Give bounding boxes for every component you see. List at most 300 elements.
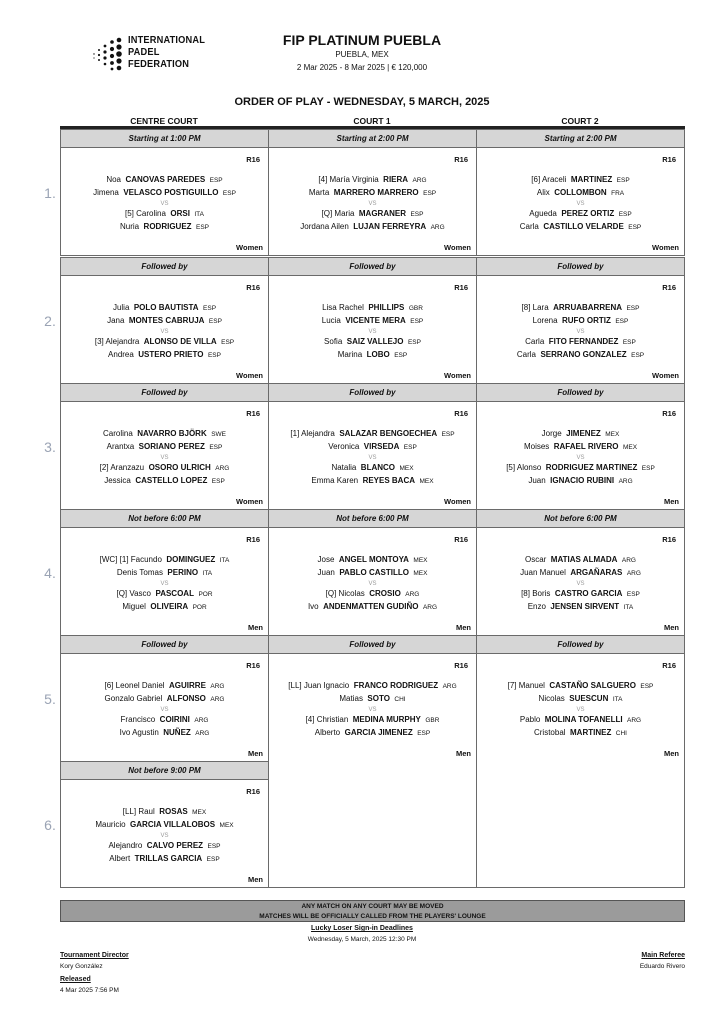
- player-line: [477, 680, 684, 693]
- row-number: 3.: [44, 439, 56, 455]
- vs-label: VS: [160, 581, 169, 587]
- player-nationality: ESP: [640, 683, 654, 690]
- players-block: [269, 680, 476, 740]
- event-gender: Women: [236, 497, 263, 506]
- player-nationality: ESP: [618, 211, 632, 218]
- player-line: [61, 806, 268, 819]
- start-time-banner: Starting at 1:00 PM: [61, 130, 268, 148]
- event-gender: Women: [444, 497, 471, 506]
- court-header-court-1: COURT 1: [353, 116, 391, 126]
- players-block: [477, 428, 684, 488]
- player-first-name: Jordana Ailen: [300, 222, 349, 231]
- match-cell: [60, 383, 269, 510]
- player-first-name: Sofia: [324, 337, 343, 346]
- player-first-name: Natalia: [331, 463, 357, 472]
- player-nationality: ARG: [627, 717, 642, 724]
- player-surname: COLLOMBON: [554, 188, 607, 197]
- player-nationality: ESP: [394, 352, 408, 359]
- player-surname: SOTO: [367, 694, 390, 703]
- player-first-name: Emma Karen: [311, 476, 359, 485]
- player-nationality: ARG: [430, 224, 445, 231]
- start-time-banner: Followed by: [269, 258, 476, 276]
- player-first-name: Juan: [317, 568, 335, 577]
- released-label: Released: [60, 976, 91, 983]
- match-cell: [476, 383, 685, 510]
- player-nationality: ESP: [616, 177, 630, 184]
- player-surname: FRANCO RODRIGUEZ: [353, 681, 439, 690]
- logo-line: INTERNATIONAL: [128, 34, 206, 46]
- start-time-banner: Followed by: [61, 636, 268, 654]
- start-time-banner: Followed by: [477, 258, 684, 276]
- player-first-name: Lisa Rachel: [322, 303, 364, 312]
- player-first-name: Carla: [516, 350, 536, 359]
- player-nationality: MEX: [192, 809, 207, 816]
- player-first-name: [WC] [1] Facundo: [99, 555, 162, 564]
- vs-label: VS: [368, 455, 377, 461]
- notice-line-2: MATCHES WILL BE OFFICIALLY CALLED FROM THE PLAYERS' LOUNGE: [259, 913, 486, 920]
- player-nationality: ESP: [196, 224, 210, 231]
- round-label: R16: [246, 409, 260, 418]
- player-line: [61, 727, 268, 740]
- vs-label: VS: [368, 201, 377, 207]
- player-first-name: [4] Christian: [305, 715, 349, 724]
- player-surname: OLIVEIRA: [150, 602, 189, 611]
- event-gender: Women: [652, 243, 679, 252]
- player-nationality: ESP: [403, 444, 417, 451]
- players-block: [269, 428, 476, 488]
- vs-label: VS: [576, 455, 585, 461]
- player-surname: MARRERO MARRERO: [333, 188, 419, 197]
- player-line: [61, 349, 268, 362]
- players-block: [269, 174, 476, 234]
- player-first-name: Gonzalo Gabriel: [104, 694, 163, 703]
- event-gender: Women: [236, 243, 263, 252]
- player-nationality: GBR: [408, 305, 423, 312]
- start-time-banner: Starting at 2:00 PM: [269, 130, 476, 148]
- player-line: [477, 315, 684, 328]
- player-line: [269, 441, 476, 454]
- event-gender: Men: [248, 749, 263, 758]
- player-line: [61, 714, 268, 727]
- player-line: [61, 174, 268, 187]
- player-nationality: ESP: [410, 318, 424, 325]
- player-surname: PASCOAL: [155, 589, 194, 598]
- player-line: [61, 693, 268, 706]
- player-surname: BLANCO: [360, 463, 396, 472]
- player-line: [61, 336, 268, 349]
- player-first-name: Ivo: [307, 602, 319, 611]
- player-nationality: ITA: [623, 604, 634, 611]
- player-surname: USTERO PRIETO: [138, 350, 204, 359]
- order-of-play-title: ORDER OF PLAY - WEDNESDAY, 5 MARCH, 2025: [234, 96, 490, 108]
- player-line: [477, 349, 684, 362]
- player-surname: CANOVAS PAREDES: [125, 175, 206, 184]
- player-line: [61, 208, 268, 221]
- player-surname: SERRANO GONZALEZ: [540, 350, 627, 359]
- players-block: [61, 428, 268, 488]
- round-label: R16: [454, 661, 468, 670]
- player-first-name: [5] Carolina: [124, 209, 166, 218]
- player-line: [61, 588, 268, 601]
- players-block: [61, 174, 268, 234]
- player-surname: RODRIGUEZ: [143, 222, 192, 231]
- player-line: [477, 475, 684, 488]
- player-nationality: MEX: [413, 570, 428, 577]
- player-surname: PEREZ ORTIZ: [561, 209, 615, 218]
- player-line: [477, 554, 684, 567]
- player-surname: ARGAÑARAS: [570, 568, 623, 577]
- event-gender: Women: [444, 371, 471, 380]
- vs-label: VS: [160, 833, 169, 839]
- player-first-name: Carolina: [103, 429, 133, 438]
- player-nationality: CHI: [394, 696, 406, 703]
- player-first-name: Arantxa: [106, 442, 135, 451]
- player-first-name: Marta: [308, 188, 330, 197]
- player-line: [269, 221, 476, 234]
- player-surname: DOMINGUEZ: [166, 555, 216, 564]
- player-line: [269, 693, 476, 706]
- start-time-banner: Not before 6:00 PM: [269, 510, 476, 528]
- vs-label: VS: [576, 201, 585, 207]
- player-surname: MOLINA TOFANELLI: [544, 715, 623, 724]
- player-nationality: MEX: [419, 478, 434, 485]
- player-nationality: ITA: [612, 696, 623, 703]
- match-cell: [268, 509, 477, 636]
- player-surname: SORIANO PEREZ: [138, 442, 205, 451]
- match-cell: [60, 257, 269, 384]
- vs-label: VS: [368, 581, 377, 587]
- lucky-loser-date: Wednesday, 5 March, 2025 12:30 PM: [307, 936, 417, 943]
- player-surname: NAVARRO BJÖRK: [137, 429, 207, 438]
- director-name: Kory González: [60, 963, 103, 970]
- player-first-name: [5] Alonso: [506, 463, 542, 472]
- match-cell: [268, 635, 477, 762]
- player-nationality: MEX: [622, 444, 638, 451]
- round-label: R16: [662, 155, 676, 164]
- player-first-name: Jana: [107, 316, 125, 325]
- player-nationality: ESP: [626, 591, 640, 598]
- player-line: [269, 567, 476, 580]
- player-surname: ALONSO DE VILLA: [143, 337, 217, 346]
- player-line: [61, 221, 268, 234]
- player-nationality: ESP: [628, 224, 642, 231]
- player-line: [61, 567, 268, 580]
- player-nationality: ESP: [622, 339, 636, 346]
- event-gender: Men: [248, 623, 263, 632]
- player-line: [269, 475, 476, 488]
- player-line: [269, 336, 476, 349]
- player-line: [477, 727, 684, 740]
- player-first-name: Moises: [523, 442, 550, 451]
- player-line: [477, 462, 684, 475]
- player-surname: RIERA: [383, 175, 409, 184]
- player-surname: REYES BACA: [362, 476, 416, 485]
- player-line: [269, 349, 476, 362]
- player-line: [61, 441, 268, 454]
- player-first-name: [2] Aranzazu: [99, 463, 145, 472]
- players-block: [477, 174, 684, 234]
- player-first-name: Pablo: [519, 715, 541, 724]
- player-surname: GARCIA VILLALOBOS: [130, 820, 216, 829]
- round-label: R16: [246, 787, 260, 796]
- player-line: [477, 208, 684, 221]
- player-surname: CASTELLO LOPEZ: [135, 476, 208, 485]
- player-line: [61, 853, 268, 866]
- empty-cell: [476, 761, 685, 888]
- player-nationality: ARG: [422, 604, 438, 611]
- player-line: [269, 588, 476, 601]
- player-surname: TRILLAS GARCIA: [134, 854, 203, 863]
- player-line: [477, 174, 684, 187]
- match-cell: [268, 383, 477, 510]
- player-surname: AGUIRRE: [169, 681, 206, 690]
- player-line: [477, 693, 684, 706]
- player-line: [269, 601, 476, 614]
- player-first-name: Nuria: [119, 222, 140, 231]
- player-first-name: Marina: [337, 350, 363, 359]
- round-label: R16: [662, 409, 676, 418]
- start-time-banner: Followed by: [61, 258, 268, 276]
- row-number: 5.: [44, 691, 56, 707]
- player-first-name: Jessica: [104, 476, 131, 485]
- player-surname: LOBO: [366, 350, 390, 359]
- court-header-centre: CENTRE COURT: [130, 116, 198, 126]
- player-nationality: ESP: [615, 318, 629, 325]
- player-surname: POLO BAUTISTA: [133, 303, 199, 312]
- director-label: Tournament Director: [60, 952, 129, 959]
- event-gender: Men: [664, 749, 679, 758]
- player-surname: PERINO: [167, 568, 199, 577]
- event-gender: Men: [664, 497, 679, 506]
- player-surname: RUFO ORTIZ: [562, 316, 611, 325]
- round-label: R16: [246, 155, 260, 164]
- player-surname: MATIAS ALMADA: [550, 555, 618, 564]
- logo-line: FEDERATION: [128, 58, 190, 70]
- player-first-name: [LL] Juan Ignacio: [288, 681, 350, 690]
- vs-label: VS: [576, 707, 585, 713]
- row-number: 1.: [44, 185, 56, 201]
- player-nationality: ESP: [407, 339, 421, 346]
- notice-line-1: ANY MATCH ON ANY COURT MAY BE MOVED: [301, 903, 444, 910]
- player-nationality: POR: [192, 604, 207, 611]
- player-line: [61, 601, 268, 614]
- player-first-name: Enzo: [527, 602, 546, 611]
- player-first-name: Veronica: [328, 442, 360, 451]
- match-cell: [476, 635, 685, 762]
- match-cell: [268, 129, 477, 256]
- court-header-court-2: COURT 2: [561, 116, 599, 126]
- player-first-name: [3] Alejandra: [94, 337, 140, 346]
- player-nationality: ESP: [441, 431, 455, 438]
- players-block: [61, 554, 268, 614]
- player-surname: CASTAÑO SALGUERO: [549, 681, 636, 690]
- player-line: [477, 714, 684, 727]
- player-first-name: Andrea: [108, 350, 134, 359]
- player-nationality: ESP: [631, 352, 645, 359]
- player-first-name: Julia: [112, 303, 130, 312]
- player-nationality: MEX: [219, 822, 234, 829]
- players-block: [477, 680, 684, 740]
- vs-label: VS: [576, 329, 585, 335]
- match-cell: [60, 761, 269, 888]
- referee-name: Eduardo Rivero: [639, 963, 685, 970]
- player-nationality: ESP: [423, 190, 437, 197]
- player-nationality: CHI: [615, 730, 627, 737]
- player-line: [269, 554, 476, 567]
- player-surname: COIRINI: [159, 715, 190, 724]
- round-label: R16: [246, 535, 260, 544]
- player-surname: MAGRANER: [358, 209, 406, 218]
- round-label: R16: [454, 283, 468, 292]
- player-nationality: ARG: [626, 570, 641, 577]
- player-line: [61, 475, 268, 488]
- player-surname: ROSAS: [159, 807, 188, 816]
- player-nationality: ESP: [221, 339, 235, 346]
- player-line: [477, 601, 684, 614]
- player-surname: ARRUABARRENA: [553, 303, 622, 312]
- player-line: [269, 302, 476, 315]
- player-surname: JENSEN SIRVENT: [550, 602, 620, 611]
- tournament-dates: 2 Mar 2025 - 8 Mar 2025 | € 120,000: [296, 63, 428, 72]
- start-time-banner: Not before 9:00 PM: [61, 762, 268, 780]
- player-surname: ALFONSO: [166, 694, 206, 703]
- player-nationality: MEX: [413, 557, 428, 564]
- player-first-name: Alejandro: [108, 841, 143, 850]
- player-first-name: [7] Manuel: [507, 681, 545, 690]
- player-surname: SAIZ VALLEJO: [346, 337, 404, 346]
- player-surname: VELASCO POSTIGUILLO: [123, 188, 219, 197]
- start-time-banner: Starting at 2:00 PM: [477, 130, 684, 148]
- player-line: [269, 727, 476, 740]
- round-label: R16: [662, 283, 676, 292]
- player-nationality: FRA: [611, 190, 625, 197]
- player-nationality: ESP: [410, 211, 424, 218]
- players-block: [477, 554, 684, 614]
- match-cell: [60, 635, 269, 762]
- player-surname: VICENTE MERA: [345, 316, 406, 325]
- player-first-name: Jose: [317, 555, 335, 564]
- event-gender: Women: [444, 243, 471, 252]
- player-nationality: ESP: [209, 177, 223, 184]
- tournament-title: FIP PLATINUM PUEBLA: [282, 32, 442, 48]
- player-first-name: Nicolas: [538, 694, 565, 703]
- player-surname: SUESCUN: [569, 694, 609, 703]
- player-nationality: ESP: [207, 843, 221, 850]
- round-label: R16: [454, 155, 468, 164]
- start-time-banner: Not before 6:00 PM: [61, 510, 268, 528]
- player-surname: IGNACIO RUBINI: [550, 476, 615, 485]
- player-surname: SALAZAR BENGOECHEA: [339, 429, 438, 438]
- player-first-name: Matias: [339, 694, 363, 703]
- player-line: [61, 302, 268, 315]
- vs-label: VS: [160, 707, 169, 713]
- player-first-name: [8] Boris: [521, 589, 551, 598]
- player-first-name: Denis Tomas: [116, 568, 163, 577]
- player-line: [269, 428, 476, 441]
- player-nationality: ITA: [194, 211, 205, 218]
- player-nationality: ESP: [206, 856, 220, 863]
- players-block: [61, 806, 268, 866]
- player-nationality: ESP: [209, 444, 223, 451]
- player-first-name: Lucia: [321, 316, 341, 325]
- player-surname: RODRIGUEZ MARTINEZ: [545, 463, 638, 472]
- player-line: [61, 315, 268, 328]
- player-surname: ANGEL MONTOYA: [338, 555, 409, 564]
- start-time-banner: Followed by: [269, 384, 476, 402]
- player-nationality: MEX: [605, 431, 620, 438]
- player-nationality: ITA: [219, 557, 230, 564]
- round-label: R16: [454, 409, 468, 418]
- row-number: 6.: [44, 817, 56, 833]
- notice-banner: [60, 900, 685, 922]
- player-nationality: ESP: [211, 478, 225, 485]
- player-line: [477, 441, 684, 454]
- player-surname: VIRSEDA: [363, 442, 400, 451]
- player-first-name: Juan: [528, 476, 546, 485]
- match-cell: [60, 129, 269, 256]
- player-line: [61, 680, 268, 693]
- player-nationality: ESP: [208, 318, 222, 325]
- start-time-banner: Not before 6:00 PM: [477, 510, 684, 528]
- player-nationality: ARG: [618, 478, 633, 485]
- player-surname: MEDINA MURPHY: [352, 715, 421, 724]
- player-first-name: [6] Araceli: [531, 175, 567, 184]
- player-surname: PABLO CASTILLO: [339, 568, 409, 577]
- player-nationality: ARG: [210, 696, 225, 703]
- player-line: [61, 554, 268, 567]
- player-first-name: Francisco: [120, 715, 156, 724]
- player-line: [477, 302, 684, 315]
- player-nationality: POR: [198, 591, 213, 598]
- player-nationality: ARG: [194, 717, 209, 724]
- player-surname: JIMENEZ: [566, 429, 601, 438]
- event-gender: Men: [456, 623, 471, 632]
- event-gender: Men: [664, 623, 679, 632]
- player-line: [477, 567, 684, 580]
- referee-label: Main Referee: [641, 952, 685, 959]
- round-label: R16: [454, 535, 468, 544]
- player-nationality: ESP: [207, 352, 221, 359]
- vs-label: VS: [368, 707, 377, 713]
- player-first-name: [1] Alejandra: [290, 429, 335, 438]
- player-first-name: Ivo Agustin: [119, 728, 159, 737]
- player-first-name: Jorge: [541, 429, 562, 438]
- player-nationality: ITA: [202, 570, 213, 577]
- vs-label: VS: [160, 329, 169, 335]
- player-first-name: Alix: [536, 188, 550, 197]
- player-first-name: Alberto: [314, 728, 341, 737]
- match-cell: [476, 257, 685, 384]
- player-first-name: Albert: [109, 854, 131, 863]
- player-line: [269, 680, 476, 693]
- released-date: 4 Mar 2025 7:56 PM: [60, 987, 119, 994]
- row-number: 4.: [44, 565, 56, 581]
- round-label: R16: [662, 661, 676, 670]
- player-line: [269, 208, 476, 221]
- player-line: [477, 588, 684, 601]
- player-nationality: ARG: [442, 683, 457, 690]
- player-line: [61, 187, 268, 200]
- player-line: [477, 428, 684, 441]
- empty-cell: [268, 761, 477, 888]
- player-first-name: [LL] Raul: [122, 807, 155, 816]
- player-surname: CASTILLO VELARDE: [543, 222, 624, 231]
- player-surname: PHILLIPS: [368, 303, 405, 312]
- event-gender: Men: [248, 875, 263, 884]
- vs-label: VS: [160, 201, 169, 207]
- player-nationality: GBR: [425, 717, 440, 724]
- players-block: [269, 302, 476, 362]
